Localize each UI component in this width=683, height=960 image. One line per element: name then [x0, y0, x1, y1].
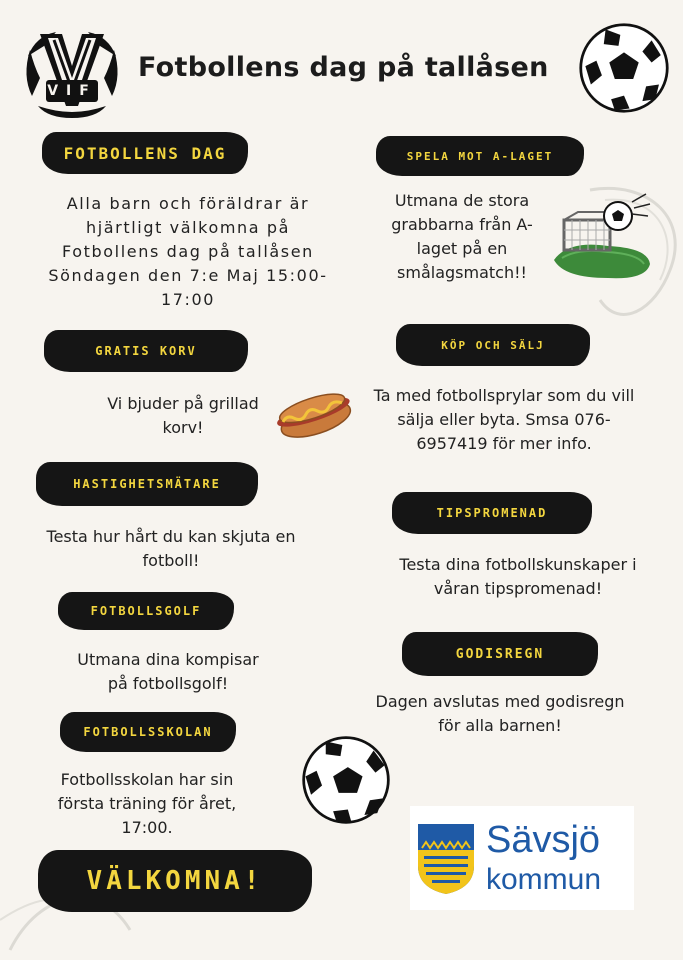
welcome-label: VÄLKOMNA! [86, 866, 264, 896]
text-line: Alla barn och föräldrar är [66, 194, 310, 213]
heading-hastighetsmatare [36, 462, 258, 506]
heading-spela-mot-a-laget [376, 136, 584, 176]
section-text-fotbollsskolan [2, 768, 292, 840]
section-text-hastighetsmatare [14, 525, 328, 573]
section-text-tipspromenad [368, 553, 668, 601]
text-line: våran tipspromenad! [433, 579, 603, 598]
text-line: första träning för året, [57, 794, 237, 813]
heading-label: TIPSPROMENAD [436, 506, 548, 520]
heading-tipspromenad [392, 492, 592, 534]
heading-label: HASTIGHETSMÄTARE [73, 477, 221, 491]
heading-label: GRATIS KORV [95, 344, 197, 358]
text-line: laget på en [416, 239, 508, 258]
section-text-kop-och-salj [356, 384, 652, 456]
goal-icon [548, 190, 656, 286]
section-text-spela-mot-a-laget [372, 189, 552, 285]
vif-club-logo-icon [18, 26, 126, 122]
text-line: 6957419 för mer info. [416, 434, 592, 453]
heading-label: SPELA MOT A-LAGET [406, 149, 554, 163]
text-line: smålagsmatch!! [397, 263, 527, 282]
text-line: Söndagen den 7:e Maj 15:00- [48, 266, 328, 285]
text-line: Dagen avslutas med godisregn [375, 692, 625, 711]
heading-fotbollsskolan [60, 712, 236, 752]
text-line: Testa hur hårt du kan skjuta en [46, 527, 296, 546]
soccer-ball-icon [578, 22, 670, 114]
hotdog-icon [274, 382, 354, 450]
heading-godisregn [402, 632, 598, 676]
text-line: hjärtligt välkomna på [85, 218, 291, 237]
soccer-ball-icon-middle [298, 734, 394, 826]
text-line: Ta med fotbollsprylar som du vill [373, 386, 635, 405]
text-line: Utmana de stora [394, 191, 530, 210]
welcome-banner [38, 850, 312, 912]
page-title: Fotbollens dag på tallåsen [138, 52, 549, 83]
text-line: 17:00. [121, 818, 173, 837]
section-text-fotbollens-dag [28, 192, 348, 312]
kommun-name-line1: Sävsjö [486, 819, 601, 861]
heading-kop-och-salj [396, 324, 590, 366]
text-line: Fotbollens dag på tallåsen [62, 242, 314, 261]
text-line: på fotbollsgolf! [107, 674, 229, 693]
text-line: Utmana dina kompisar [77, 650, 259, 669]
text-line: Vi bjuder på grillad [107, 394, 259, 413]
heading-gratis-korv [44, 330, 248, 372]
heading-label: FOTBOLLSGOLF [90, 604, 202, 618]
section-text-godisregn [358, 690, 642, 738]
text-line: Fotbollsskolan har sin [60, 770, 234, 789]
heading-label: GODISREGN [455, 646, 545, 662]
savsjo-kommun-logo [410, 806, 634, 910]
text-line: Testa dina fotbollskunskaper i [399, 555, 637, 574]
logo-letters: VIF [47, 83, 97, 99]
heading-label: FOTBOLLSSKOLAN [83, 725, 213, 739]
heading-label: KÖP OCH SÄLJ [441, 338, 545, 352]
text-line: korv! [162, 418, 204, 437]
text-line: för alla barnen! [438, 716, 562, 735]
heading-fotbollens-dag [42, 132, 248, 174]
savsjo-kommun-logo-icon [416, 822, 476, 896]
heading-fotbollsgolf [58, 592, 234, 630]
text-line: fotboll! [142, 551, 200, 570]
text-line: grabbarna från A- [391, 215, 533, 234]
heading-label: FOTBOLLENS DAG [63, 143, 227, 163]
section-text-fotbollsgolf [14, 648, 322, 696]
kommun-name-line2: kommun [486, 863, 602, 896]
text-line: sälja eller byta. Smsa 076- [397, 410, 611, 429]
text-line: 17:00 [160, 290, 216, 309]
